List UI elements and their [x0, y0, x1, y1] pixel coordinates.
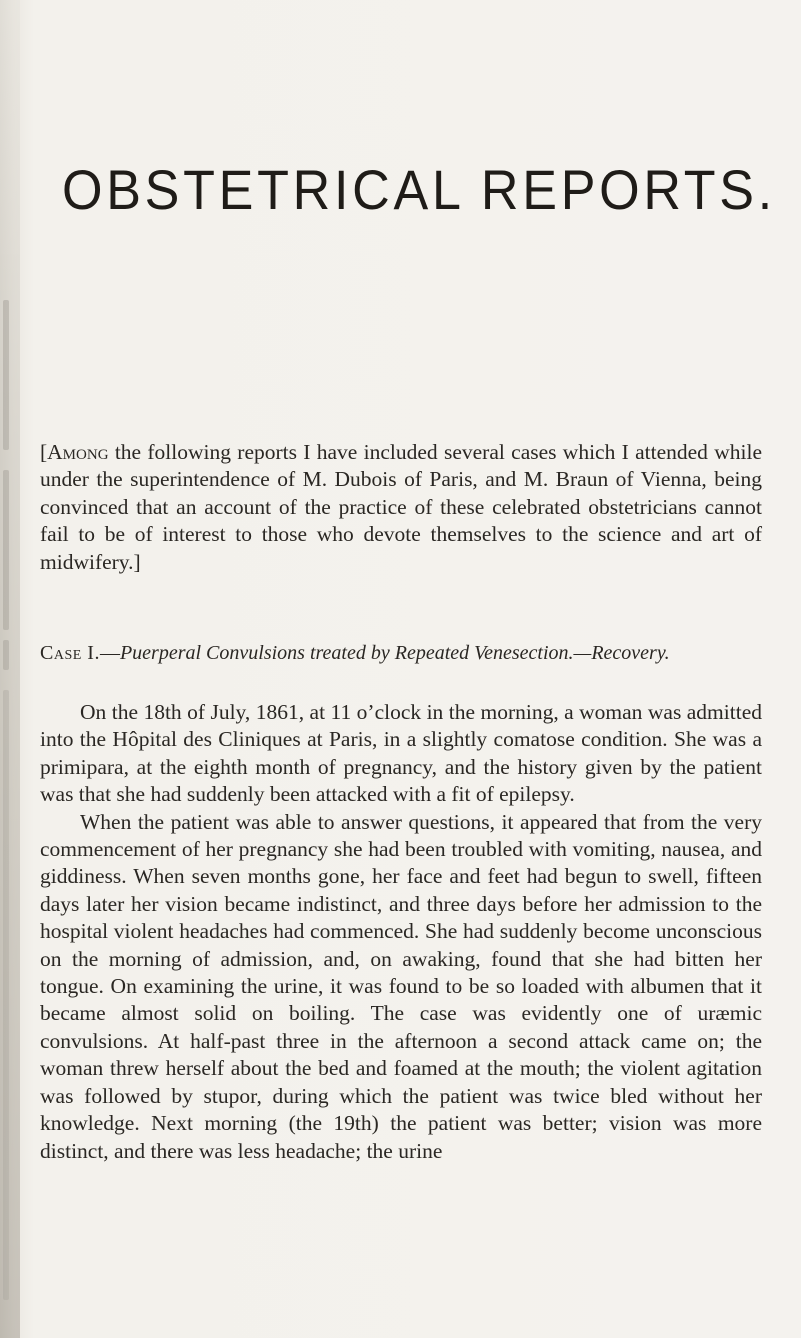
case-body — [40, 699, 762, 1165]
page-title: OBSTETRICAL REPORTS. — [62, 158, 776, 221]
case-heading — [40, 640, 770, 666]
intro-paragraph — [40, 439, 762, 576]
case-label: Case I. — [40, 642, 100, 664]
intro-text: the following reports I have included several cases which I attended while under the superintendence of M. Dubois of Paris, and M. Braun of Vienna, being convinced that an account of the practice of these celebrated obstetricians cannot fail to be of interest to those who devote themselves to the science and art of midwifery.] — [40, 440, 762, 574]
case-subtitle: Puerperal Convulsions treated by Repeated Venesection.—Recovery. — [119, 642, 670, 664]
gutter-shadow-mark — [3, 300, 9, 450]
gutter-shadow-mark — [3, 640, 9, 670]
intro-lead-word: [Among — [40, 440, 109, 464]
gutter-shadow-mark — [3, 690, 9, 1300]
gutter-shadow-mark — [3, 470, 9, 630]
body-paragraph: When the patient was able to answer questions, it appeared that from the very commencement of her pregnancy she had been troubled with vomiting, nausea, and giddiness. When seven months gone, her face and feet had begun to swell, fifteen days later her vision became indistinct, and three days before her admission to the hospital violent headaches had commenced. She had suddenly become unconscious on the morning of admission, and, on awaking, found that she had bitten her tongue. On examining the urine, it was found to be so loaded with albumen that it became almost solid on boiling. The case was evidently one of uræmic convulsions. At half-past three in the afternoon a second attack came on; the woman threw herself about the bed and foamed at the mouth; the violent agitation was followed by stupor, during which the patient was twice bled without her knowledge. Next morning (the 19th) the patient was better; vision was more distinct, and there was less headache; the urine — [40, 809, 762, 1163]
case-separator: — — [99, 642, 120, 664]
binding-gutter — [0, 0, 20, 1338]
body-paragraph: On the 18th of July, 1861, at 11 o’clock in the morning, a woman was admitted into the Hôpital des Cliniques at Paris, in a slightly comatose condition. She was a primipara, at the eighth month of pregnancy, and the history given by the patient was that she had suddenly been attacked with a fit of epilepsy. — [40, 700, 762, 807]
